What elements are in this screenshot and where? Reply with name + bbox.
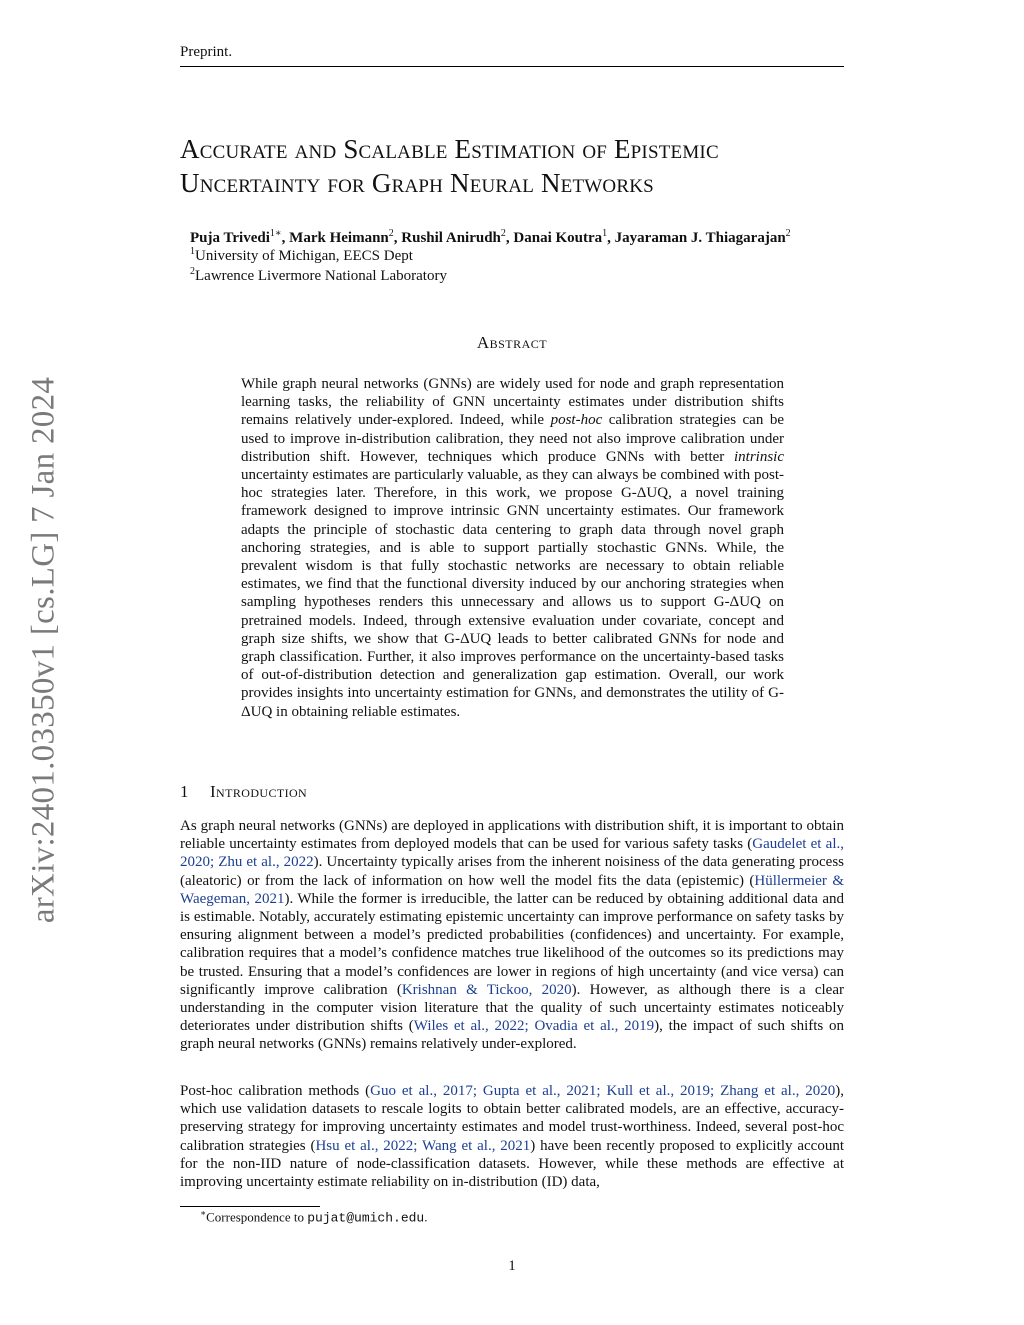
page-number: 1 [508, 1258, 516, 1274]
author-name: Danai Koutra [513, 230, 603, 246]
paragraph-text: ) have been recently proposed to explicitly account for the non-IID nature of node-classification datasets. However, while these methods are effective at improving uncertainty estimate reliability on in-distribution (ID) data, [180, 1137, 844, 1191]
arxiv-side-stamp: arXiv:2401.03350v1 [cs.LG] 7 Jan 2024 [25, 376, 62, 924]
affiliation [190, 246, 413, 265]
section-number: 1 [180, 782, 189, 801]
paper-title [180, 132, 860, 200]
section-title: Introduction [210, 782, 308, 801]
abstract-text: uncertainty estimates are particularly valuable, as they can always be combined with post-hoc strategies later. Therefore, in this work, we propose G-ΔUQ, a novel training framework designed to improve intrinsic GNN uncertainty estimates. Our framework adapts the principle of stochastic data centering to graph data through novel graph anchoring strategies, and is able to support partially stochastic GNNs. While, the prevalent wisdom is that fully stochastic networks are necessary to obtain reliable estimates, we find that the functional diversity induced by our anchoring strategies when sampling hypotheses renders this unnecessary and allows us to support G-ΔUQ on pretrained models. Indeed, through extensive evaluation under covariate, concept and graph size shifts, we show that G-ΔUQ leads to better calibrated GNNs for node and graph classification. Further, it also improves performance on the uncertainty-based tasks of out-of-distribution detection and generalization gap estimation. Overall, our work provides insights into uncertainty estimation for GNNs, and demonstrates the utility of G-ΔUQ in obtaining reliable estimates. [241, 467, 784, 720]
affiliation-text: Lawrence Livermore National Laboratory [195, 268, 447, 284]
author-name: Jayaraman J. Thiagarajan [614, 230, 786, 246]
running-header: Preprint. [180, 44, 233, 60]
author-list: Puja Trivedi$^{1∗}$, Mark Heimann$^2$, Rushil Anirudh$^2$, Danai Koutra$^1$, Jayaraman J. Thiagarajan$^2$ [190, 228, 791, 246]
title-line-1: Accurate and Scalable Estimation of Epistemic [180, 134, 719, 164]
citation-link[interactable]: Krishnan & Tickoo, 2020 [401, 981, 572, 998]
paragraph-text: As graph neural networks (GNNs) are deployed in applications with distribution shift, it is important to obtain reliable uncertainty estimates from deployed models that can be used for various safety tasks ( [180, 818, 844, 853]
header-rule [180, 66, 844, 67]
footnote-end: . [424, 1209, 428, 1225]
author-name: Mark Heimann [289, 230, 389, 246]
author-mark: 2 [500, 228, 506, 239]
paragraph-text: ), the impact of such shifts on graph neural networks (GNNs) remains relatively under-explored. [180, 1018, 845, 1053]
email-link[interactable]: pujat@umich.edu [307, 1210, 425, 1226]
footnote-mark: ∗ [200, 1208, 207, 1218]
citation-link[interactable]: Gaudelet et al., 2020; Zhu et al., 2022 [180, 836, 844, 871]
paragraph-text: ). While the former is irreducible, the latter can be reduced by obtaining additional data and is estimable. Notably, accurately estimating epistemic uncertainty can improve performance on safety tasks by ensuring alignment between a model’s predicted probabilities (confidences) and uncertainty. For example, calibration requires that a model’s confidence matches true likelihood of the outcomes so its predictions may be trusted. Ensuring that a model’s confidences are lower in regions of high uncertainty (and vice versa) can significantly improve calibration ( [180, 890, 844, 998]
abstract-heading: Abstract [476, 333, 548, 352]
author-mark: 1∗ [269, 228, 282, 239]
citation-link[interactable]: Hsu et al., 2022; Wang et al., 2021 [315, 1137, 531, 1154]
author-mark: 1 [602, 228, 608, 239]
paragraph-text: ), which use validation datasets to rescale logits to obtain better calibrated models, are an effective, accuracy-preserving strategy for improving uncertainty estimates and model trust-worthiness. Indeed, several post-hoc calibration strategies ( [180, 1083, 844, 1154]
affiliation-mark: 2 [190, 266, 195, 277]
citation-link[interactable]: Guo et al., 2017; Gupta et al., 2021; Kull et al., 2019; Zhang et al., 2020 [370, 1083, 836, 1099]
abstract-text: While graph neural networks (GNNs) are widely used for node and graph representation learning tasks, the reliability of GNN uncertainty estimates under distribution shifts remains relatively under-explored. Indeed, while [241, 376, 784, 429]
intro-paragraph-2 [180, 1082, 844, 1191]
paragraph-text: ). Uncertainty typically arises from the inherent noisiness of the data generating process (aleatoric) or from the lack of information on how well the model fits the data (epistemic) ( [180, 854, 844, 889]
abstract-emphasis: intrinsic [733, 448, 784, 465]
abstract-text: calibration strategies can be used to improve in-distribution calibration, they need not also improve calibration under distribution shift. However, techniques which produce GNNs with better [241, 412, 784, 465]
abstract-body [241, 375, 784, 721]
abstract-emphasis: post-hoc [550, 412, 603, 429]
section-heading [180, 782, 307, 802]
affiliation-mark: 1 [190, 246, 195, 257]
footnote-text: Correspondence to [206, 1209, 308, 1225]
footnote-rule [180, 1206, 320, 1207]
citation-link[interactable]: Hüllermeier & Waegeman, 2021 [180, 872, 844, 907]
author-mark: 2 [388, 228, 394, 239]
author-name: Puja Trivedi [190, 230, 270, 246]
intro-paragraph-1 [180, 817, 844, 1054]
affiliation [190, 266, 447, 285]
citation-link[interactable]: Wiles et al., 2022; Ovadia et al., 2019 [413, 1018, 655, 1035]
title-line-2: Uncertainty for Graph Neural Networks [180, 168, 654, 198]
author-name: Rushil Anirudh [401, 230, 501, 246]
footnote [200, 1208, 428, 1225]
affiliation-text: University of Michigan, EECS Dept [195, 248, 413, 264]
author-mark: 2 [785, 228, 791, 239]
paragraph-text: ). However, as although there is a clear understanding in the computer vision literature that the quality of such uncertainty estimates noticeably deteriorates under distribution shifts ( [180, 981, 844, 1035]
paragraph-text: Post-hoc calibration methods ( [180, 1083, 371, 1099]
